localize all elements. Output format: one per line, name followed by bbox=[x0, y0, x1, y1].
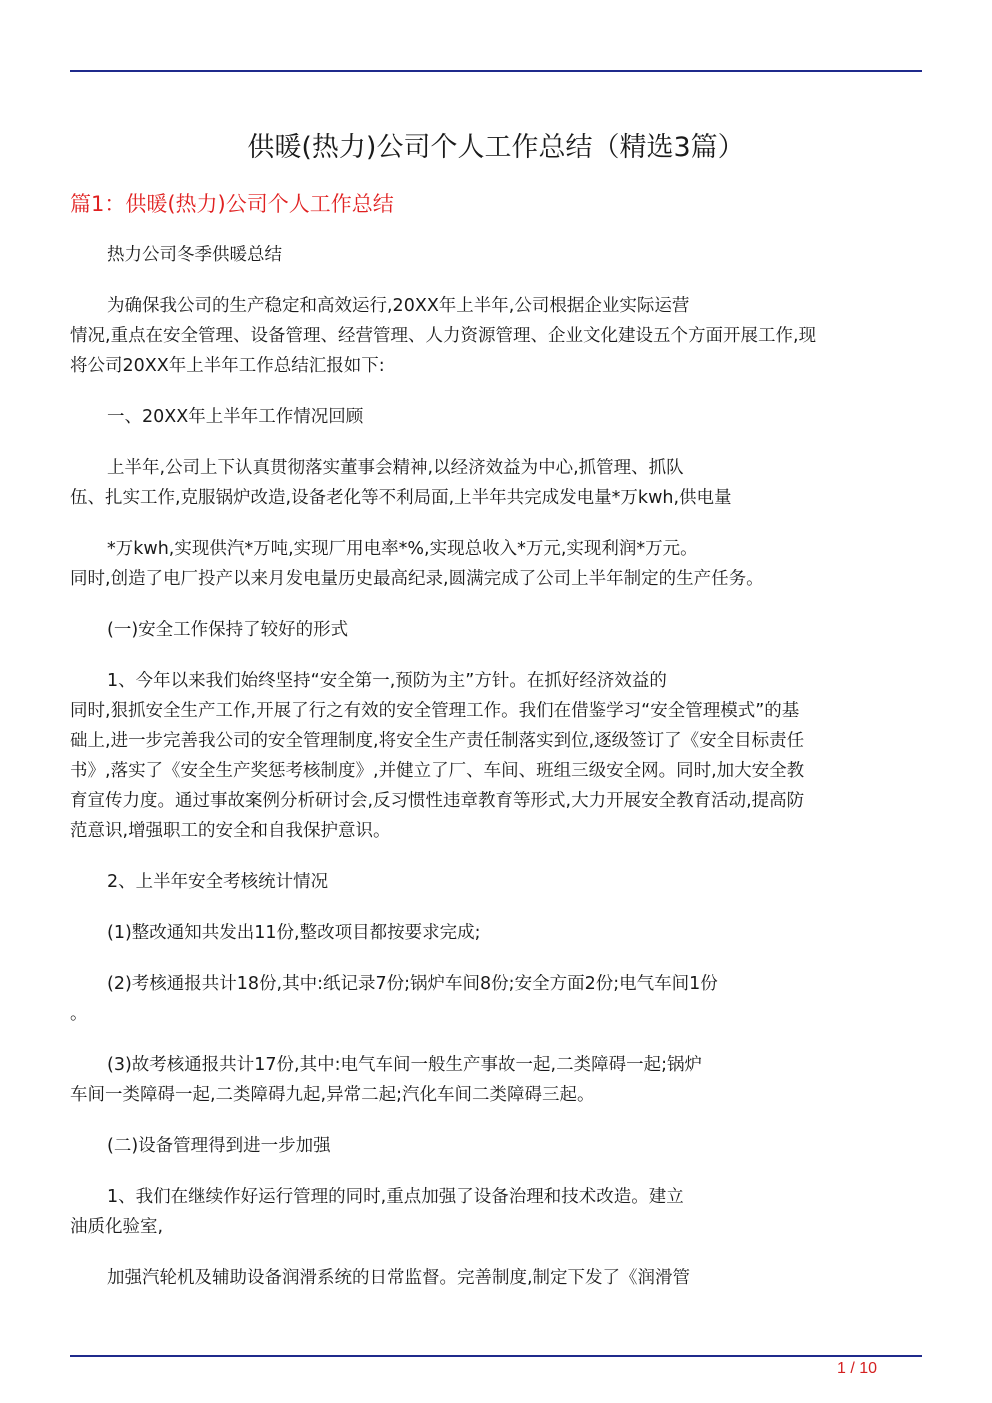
paragraph-9: (1)整改通知共发出11份,整改项目都按要求完成; bbox=[107, 923, 481, 943]
document-title: 供暖(热力)公司个人工作总结（精选3篇） bbox=[247, 132, 745, 163]
paragraph-6: (一)安全工作保持了较好的形式 bbox=[107, 620, 349, 640]
document-body bbox=[70, 240, 922, 1293]
paragraph-10: (2)考核通报共计18份,其中:纸记录7份;锅炉车间8份;安全方面2份;电气车间1份 。 bbox=[70, 974, 718, 1024]
paragraph-11: (3)故考核通报共计17份,其中:电气车间一般生产事故一起,二类障碍一起;锅炉 车间一类障碍一起,二类障碍九起,异常二起;汽化车间二类障碍三起。 bbox=[70, 1055, 702, 1105]
footer-rule bbox=[70, 1355, 922, 1357]
paragraph-5: *万kwh,实现供汽*万吨,实现厂用电率*%,实现总收入*万元,实现利润*万元。 同时,创造了电厂投产以来月发电量历史最高纪录,圆满完成了公司上半年制定的生产任务。 bbox=[70, 539, 764, 589]
paragraph-3: 一、20XX年上半年工作情况回顾 bbox=[107, 407, 364, 427]
paragraph-2: 为确保我公司的生产稳定和高效运行,20XX年上半年,公司根据企业实际运营 情况,重点在安全管理、设备管理、经营管理、人力资源管理、企业文化建设五个方面开展工作,现 将公司20XX年上半年工作总结汇报如下: bbox=[70, 296, 817, 376]
section-heading: 篇1：供暖(热力)公司个人工作总结 bbox=[70, 192, 394, 216]
header-rule bbox=[70, 70, 922, 72]
paragraph-8: 2、上半年安全考核统计情况 bbox=[107, 872, 329, 892]
paragraph-4: 上半年,公司上下认真贯彻落实董事会精神,以经济效益为中心,抓管理、抓队 伍、扎实工作,克服锅炉改造,设备老化等不利局面,上半年共完成发电量*万kwh,供电量 bbox=[70, 458, 732, 508]
paragraph-14: 加强汽轮机及辅助设备润滑系统的日常监督。完善制度,制定下发了《润滑管 bbox=[107, 1268, 691, 1288]
paragraph-12: (二)设备管理得到进一步加强 bbox=[107, 1136, 331, 1156]
page-number: 1 / 10 bbox=[836, 1360, 877, 1377]
paragraph-7: 1、今年以来我们始终坚持“安全第一,预防为主”方针。在抓好经济效益的 同时,狠抓安全生产工作,开展了行之有效的安全管理工作。我们在借鉴学习“安全管理模式”的基 础上,进一步完善我公司的安全管理制度,将安全生产责任制落实到位,逐级签订了《安全目标责任 书》,落实了《安全生产奖惩考核制度》,并健立了厂、车间、班组三级安全网。同时,加大安全教 育宣传力度。通过事故案例分析研讨会,反习惯性违章教育等形式,大力开展安全教育活动,提高防 范意识,增强职工的安全和自我保护意识。 bbox=[70, 671, 805, 841]
paragraph-13: 1、我们在继续作好运行管理的同时,重点加强了设备治理和技术改造。建立 油质化验室, bbox=[70, 1187, 684, 1237]
paragraph-1: 热力公司冬季供暖总结 bbox=[107, 245, 282, 265]
